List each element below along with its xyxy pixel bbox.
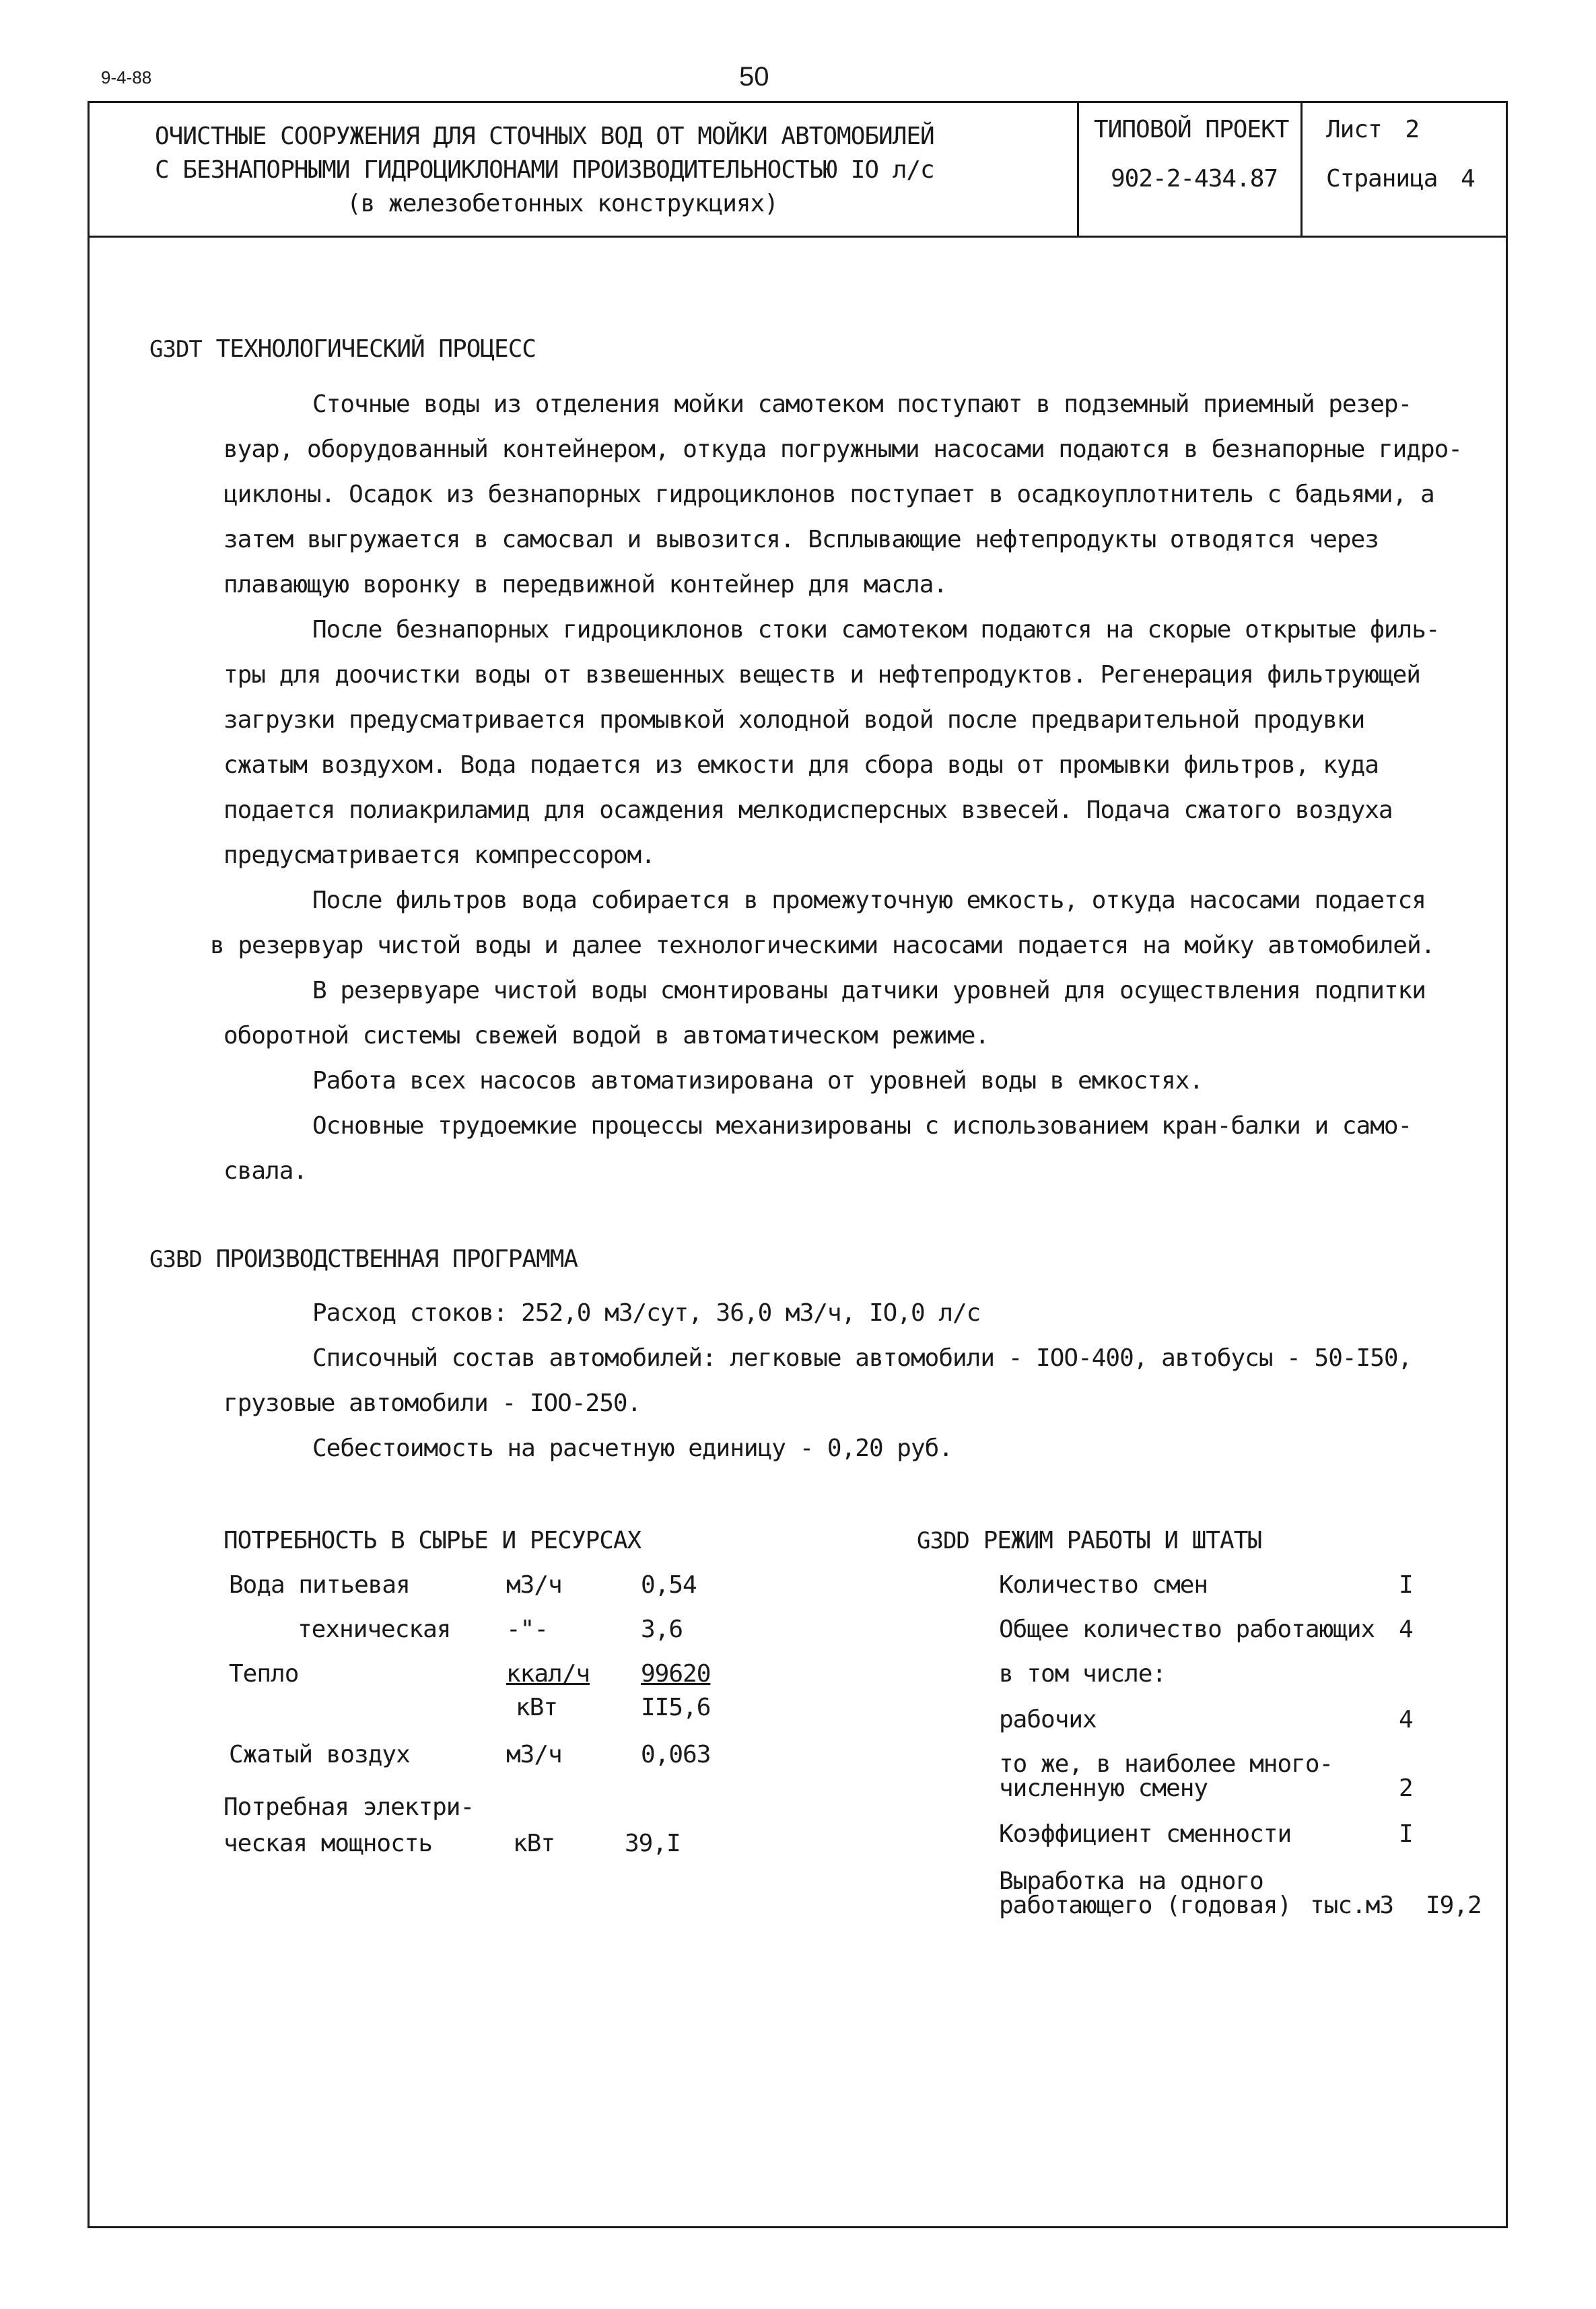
section-technological-process-heading <box>149 335 536 363</box>
resource-name: Тепло <box>229 1660 299 1688</box>
staff-value: 2 <box>1399 1774 1413 1802</box>
header-divider <box>88 236 1508 238</box>
paragraph-line: сжатым воздухом. Вода подается из емкости для сбора воды от промывки фильтров, куда <box>223 751 1379 779</box>
header-title-line-3: (в железобетонных конструкциях) <box>347 190 778 217</box>
resource-value: 39,I <box>625 1830 681 1857</box>
resource-value: II5,6 <box>641 1694 711 1721</box>
paragraph-line: циклоны. Осадок из безнапорных гидроциклонов поступает в осадкоуплотнитель с бадьями, а <box>223 481 1434 508</box>
staff-unit: тыс.м3 <box>1310 1892 1394 1919</box>
resource-name: Сжатый воздух <box>229 1741 410 1768</box>
section-code: G3DD <box>917 1527 969 1554</box>
staff-value: I <box>1399 1820 1413 1848</box>
document-code: 9-4-88 <box>101 67 152 88</box>
staff-name: Коэффициент сменности <box>999 1820 1292 1848</box>
staff-name: Количество смен <box>999 1571 1208 1599</box>
staff-name: численную смену <box>999 1774 1208 1802</box>
resource-unit: -"- <box>506 1616 549 1643</box>
staff-value: 4 <box>1399 1616 1413 1643</box>
paragraph-line: Расход стоков: 252,0 м3/сут, 36,0 м3/ч, IO,0 л/с <box>312 1299 981 1327</box>
paragraph-line: После безнапорных гидроциклонов стоки самотеком подаются на скорые открытые филь- <box>312 616 1440 644</box>
section-code: G3BD <box>149 1246 202 1273</box>
resources-title: ПОТРЕБНОСТЬ В СЫРЬЕ И РЕСУРСАХ <box>223 1527 641 1554</box>
paragraph-line: плавающую воронку в передвижной контейнер для масла. <box>223 571 948 598</box>
staff-title: РЕЖИМ РАБОТЫ И ШТАТЫ <box>983 1527 1262 1554</box>
page-number: 50 <box>739 62 769 92</box>
project-number: 902-2-434.87 <box>1111 165 1278 193</box>
section-title: ПРОИЗВОДСТВЕННАЯ ПРОГРАММА <box>215 1245 578 1273</box>
resource-name: Вода питьевая <box>229 1571 410 1599</box>
resource-value: 0,063 <box>641 1741 711 1768</box>
paragraph-line: Списочный состав автомобилей: легковые автомобили - IOO-400, автобусы - 50-I50, <box>312 1344 1412 1372</box>
paragraph-line: загрузки предусматривается промывкой холодной водой после предварительной продувки <box>223 706 1365 734</box>
section-production-program-heading <box>149 1245 578 1273</box>
resource-name: Потребная электри- <box>223 1793 475 1821</box>
paragraph-line: После фильтров вода собирается в промежуточную емкость, откуда насосами подается <box>312 887 1426 914</box>
header-title-line-2: С БЕЗНАПОРНЫМИ ГИДРОЦИКЛОНАМИ ПРОИЗВОДИТЕЛЬНОСТЬЮ IO л/с <box>155 156 934 184</box>
header-col-divider-2 <box>1300 101 1303 236</box>
resource-unit: кВт <box>516 1694 558 1721</box>
paragraph-line: тры для доочистки воды от взвешенных веществ и нефтепродуктов. Регенерация фильтрующей <box>223 661 1420 689</box>
resource-unit: м3/ч <box>506 1741 562 1768</box>
header-title-line-1: ОЧИСТНЫЕ СООРУЖЕНИЯ ДЛЯ СТОЧНЫХ ВОД ОТ МОЙКИ АВТОМОБИЛЕЙ <box>155 123 934 150</box>
staff-value: I9,2 <box>1426 1892 1482 1919</box>
header-col-divider-1 <box>1077 101 1079 236</box>
staff-value: I <box>1399 1571 1413 1599</box>
section-code: G3DT <box>149 336 202 363</box>
paragraph-line: В резервуаре чистой воды смонтированы датчики уровней для осуществления подпитки <box>312 977 1426 1004</box>
page-label: Страница 4 <box>1326 165 1475 193</box>
paragraph-line: Основные трудоемкие процессы механизированы с использованием кран-балки и само- <box>312 1112 1412 1140</box>
resource-value: 99620 <box>641 1660 711 1688</box>
resource-name: ческая мощность <box>223 1830 433 1857</box>
staff-name: то же, в наиболее много- <box>999 1750 1333 1778</box>
resource-value: 3,6 <box>641 1616 683 1643</box>
paragraph-line: Себестоимость на расчетную единицу - 0,20 руб. <box>312 1435 952 1462</box>
staff-value: 4 <box>1399 1706 1413 1733</box>
paragraph-line: предусматривается компрессором. <box>223 841 655 869</box>
staff-heading <box>917 1527 1261 1554</box>
staff-name: работающего (годовая) <box>999 1892 1292 1919</box>
paragraph-line: в резервуар чистой воды и далее технологическими насосами подается на мойку автомобилей. <box>210 932 1435 959</box>
resource-unit: кВт <box>513 1830 555 1857</box>
paragraph-line: Сточные воды из отделения мойки самотеком поступают в подземный приемный резер- <box>312 390 1412 418</box>
paragraph-line: свала. <box>223 1157 308 1185</box>
resource-unit: ккал/ч <box>506 1660 590 1688</box>
resource-name: техническая <box>298 1616 451 1643</box>
sheet-label: Лист 2 <box>1326 116 1420 143</box>
staff-name: Выработка на одного <box>999 1867 1263 1895</box>
paragraph-line: подается полиакриламид для осаждения мелкодисперсных взвесей. Подача сжатого воздуха <box>223 796 1393 824</box>
paragraph-line: Работа всех насосов автоматизирована от уровней воды в емкостях. <box>312 1067 1204 1095</box>
staff-name: рабочих <box>999 1706 1097 1733</box>
staff-name: Общее количество работающих <box>999 1616 1375 1643</box>
resource-value: 0,54 <box>641 1571 697 1599</box>
paragraph-line: вуар, оборудованный контейнером, откуда погружными насосами подаются в безнапорные гидро- <box>223 436 1462 463</box>
resource-unit: м3/ч <box>506 1571 562 1599</box>
section-title: ТЕХНОЛОГИЧЕСКИЙ ПРОЦЕСС <box>215 335 536 363</box>
paragraph-line: оборотной системы свежей водой в автоматическом режиме. <box>223 1022 990 1049</box>
project-label: ТИПОВОЙ ПРОЕКТ <box>1094 116 1289 143</box>
paragraph-line: затем выгружается в самосвал и вывозится. Всплывающие нефтепродукты отводятся через <box>223 526 1379 553</box>
paragraph-line: грузовые автомобили - IOO-250. <box>223 1389 641 1417</box>
staff-name: в том числе: <box>999 1660 1167 1688</box>
